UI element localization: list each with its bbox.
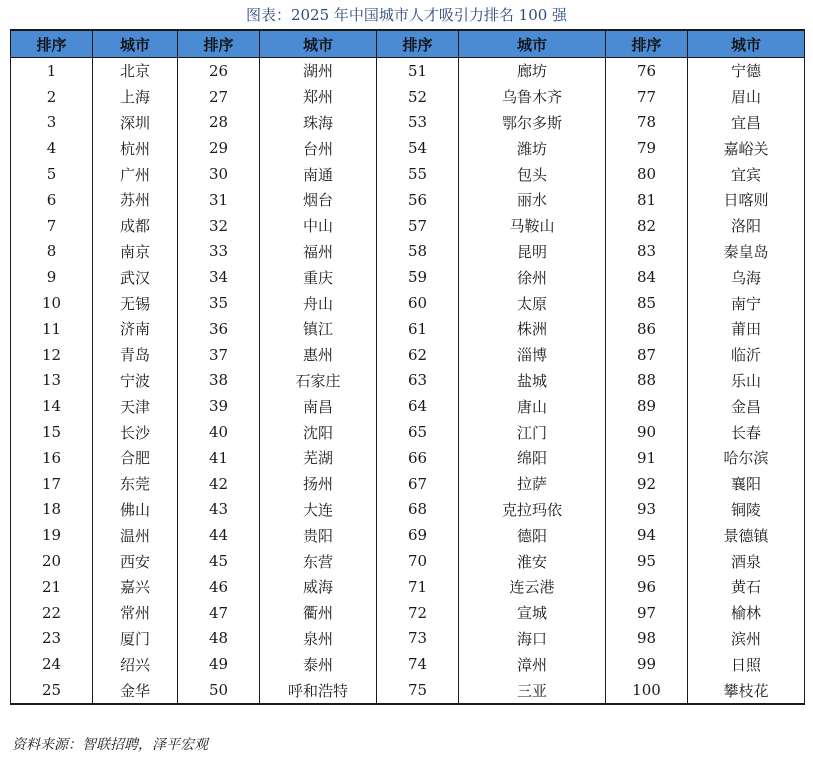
city-cell: 景德镇 <box>688 522 805 548</box>
rank-cell: 26 <box>178 58 260 84</box>
rank-cell: 31 <box>178 187 260 213</box>
city-cell: 襄阳 <box>688 471 805 497</box>
table-row <box>11 497 805 523</box>
rank-cell: 38 <box>178 368 260 394</box>
city-cell: 漳州 <box>459 651 606 677</box>
table-row <box>11 651 805 677</box>
rank-cell: 78 <box>606 110 688 136</box>
table-row <box>11 471 805 497</box>
table-row <box>11 445 805 471</box>
city-cell: 上海 <box>93 84 178 110</box>
table-row <box>11 626 805 652</box>
rank-header: 排序 <box>606 30 688 58</box>
city-cell: 宁波 <box>93 368 178 394</box>
city-cell: 福州 <box>260 239 377 265</box>
city-cell: 包头 <box>459 161 606 187</box>
city-cell: 德阳 <box>459 522 606 548</box>
table-row <box>11 548 805 574</box>
rank-cell: 30 <box>178 161 260 187</box>
rank-cell: 43 <box>178 497 260 523</box>
city-cell: 杭州 <box>93 135 178 161</box>
city-cell: 呼和浩特 <box>260 677 377 704</box>
city-cell: 三亚 <box>459 677 606 704</box>
city-cell: 鄂尔多斯 <box>459 110 606 136</box>
city-cell: 乌鲁木齐 <box>459 84 606 110</box>
city-cell: 珠海 <box>260 110 377 136</box>
city-cell: 苏州 <box>93 187 178 213</box>
city-cell: 南京 <box>93 239 178 265</box>
rank-cell: 6 <box>11 187 93 213</box>
rank-cell: 68 <box>377 497 459 523</box>
rank-cell: 75 <box>377 677 459 704</box>
city-cell: 泰州 <box>260 651 377 677</box>
city-cell: 烟台 <box>260 187 377 213</box>
city-cell: 攀枝花 <box>688 677 805 704</box>
rank-cell: 97 <box>606 600 688 626</box>
city-header: 城市 <box>688 30 805 58</box>
city-header: 城市 <box>93 30 178 58</box>
city-cell: 日照 <box>688 651 805 677</box>
rank-cell: 61 <box>377 316 459 342</box>
city-cell: 黄石 <box>688 574 805 600</box>
city-cell: 昆明 <box>459 239 606 265</box>
rank-cell: 39 <box>178 393 260 419</box>
rank-cell: 92 <box>606 471 688 497</box>
city-header: 城市 <box>260 30 377 58</box>
rank-cell: 37 <box>178 342 260 368</box>
rank-cell: 23 <box>11 626 93 652</box>
city-cell: 长沙 <box>93 419 178 445</box>
rank-cell: 32 <box>178 213 260 239</box>
city-cell: 沈阳 <box>260 419 377 445</box>
rank-cell: 21 <box>11 574 93 600</box>
rank-cell: 94 <box>606 522 688 548</box>
rank-cell: 36 <box>178 316 260 342</box>
rank-cell: 84 <box>606 264 688 290</box>
city-cell: 武汉 <box>93 264 178 290</box>
city-cell: 成都 <box>93 213 178 239</box>
rank-cell: 35 <box>178 290 260 316</box>
rank-cell: 95 <box>606 548 688 574</box>
rank-cell: 41 <box>178 445 260 471</box>
rank-cell: 12 <box>11 342 93 368</box>
rank-cell: 10 <box>11 290 93 316</box>
rank-cell: 99 <box>606 651 688 677</box>
table-row <box>11 161 805 187</box>
city-cell: 淮安 <box>459 548 606 574</box>
rank-cell: 13 <box>11 368 93 394</box>
city-cell: 温州 <box>93 522 178 548</box>
rank-cell: 27 <box>178 84 260 110</box>
city-cell: 金华 <box>93 677 178 704</box>
rank-cell: 51 <box>377 58 459 84</box>
rank-cell: 64 <box>377 393 459 419</box>
rank-cell: 1 <box>11 58 93 84</box>
rank-cell: 83 <box>606 239 688 265</box>
rank-cell: 60 <box>377 290 459 316</box>
rank-cell: 22 <box>11 600 93 626</box>
city-cell: 芜湖 <box>260 445 377 471</box>
rank-cell: 14 <box>11 393 93 419</box>
rank-cell: 76 <box>606 58 688 84</box>
city-cell: 舟山 <box>260 290 377 316</box>
city-cell: 秦皇岛 <box>688 239 805 265</box>
rank-cell: 40 <box>178 419 260 445</box>
rank-cell: 25 <box>11 677 93 704</box>
city-cell: 宁德 <box>688 58 805 84</box>
rank-cell: 89 <box>606 393 688 419</box>
rank-cell: 18 <box>11 497 93 523</box>
rank-cell: 59 <box>377 264 459 290</box>
city-cell: 绍兴 <box>93 651 178 677</box>
city-cell: 惠州 <box>260 342 377 368</box>
rank-cell: 73 <box>377 626 459 652</box>
rank-cell: 55 <box>377 161 459 187</box>
rank-cell: 65 <box>377 419 459 445</box>
city-cell: 临沂 <box>688 342 805 368</box>
rank-cell: 81 <box>606 187 688 213</box>
table-row <box>11 239 805 265</box>
rank-cell: 16 <box>11 445 93 471</box>
table-row <box>11 290 805 316</box>
rank-cell: 44 <box>178 522 260 548</box>
city-cell: 长春 <box>688 419 805 445</box>
table-row <box>11 419 805 445</box>
table-row <box>11 110 805 136</box>
rank-cell: 62 <box>377 342 459 368</box>
rank-cell: 87 <box>606 342 688 368</box>
table-row <box>11 393 805 419</box>
table-row <box>11 600 805 626</box>
table-row <box>11 316 805 342</box>
rank-cell: 70 <box>377 548 459 574</box>
rank-cell: 100 <box>606 677 688 704</box>
rank-cell: 4 <box>11 135 93 161</box>
ranking-table <box>10 29 805 705</box>
city-cell: 深圳 <box>93 110 178 136</box>
city-cell: 榆林 <box>688 600 805 626</box>
rank-cell: 46 <box>178 574 260 600</box>
source-note: 资料来源：智联招聘，泽平宏观 <box>12 737 208 753</box>
city-cell: 常州 <box>93 600 178 626</box>
table-header-row <box>11 30 805 58</box>
city-cell: 宜宾 <box>688 161 805 187</box>
city-cell: 宣城 <box>459 600 606 626</box>
city-cell: 绵阳 <box>459 445 606 471</box>
city-cell: 马鞍山 <box>459 213 606 239</box>
city-cell: 泉州 <box>260 626 377 652</box>
rank-cell: 86 <box>606 316 688 342</box>
table-row <box>11 574 805 600</box>
page-title: 图表：2025 年中国城市人才吸引力排名 100 强 <box>245 6 568 24</box>
city-cell: 海口 <box>459 626 606 652</box>
city-cell: 佛山 <box>93 497 178 523</box>
rank-cell: 48 <box>178 626 260 652</box>
rank-cell: 52 <box>377 84 459 110</box>
table-row <box>11 342 805 368</box>
rank-cell: 98 <box>606 626 688 652</box>
city-cell: 金昌 <box>688 393 805 419</box>
rank-cell: 91 <box>606 445 688 471</box>
city-cell: 徐州 <box>459 264 606 290</box>
rank-cell: 47 <box>178 600 260 626</box>
city-cell: 广州 <box>93 161 178 187</box>
rank-cell: 20 <box>11 548 93 574</box>
rank-cell: 53 <box>377 110 459 136</box>
city-cell: 南宁 <box>688 290 805 316</box>
rank-cell: 93 <box>606 497 688 523</box>
city-cell: 滨州 <box>688 626 805 652</box>
city-cell: 郑州 <box>260 84 377 110</box>
rank-header: 排序 <box>377 30 459 58</box>
rank-cell: 2 <box>11 84 93 110</box>
city-cell: 乐山 <box>688 368 805 394</box>
rank-cell: 63 <box>377 368 459 394</box>
table-row <box>11 522 805 548</box>
city-cell: 厦门 <box>93 626 178 652</box>
table-row <box>11 187 805 213</box>
city-cell: 淄博 <box>459 342 606 368</box>
city-cell: 拉萨 <box>459 471 606 497</box>
city-cell: 南昌 <box>260 393 377 419</box>
rank-cell: 74 <box>377 651 459 677</box>
rank-cell: 3 <box>11 110 93 136</box>
city-cell: 镇江 <box>260 316 377 342</box>
city-cell: 天津 <box>93 393 178 419</box>
rank-cell: 54 <box>377 135 459 161</box>
city-cell: 乌海 <box>688 264 805 290</box>
city-cell: 太原 <box>459 290 606 316</box>
city-cell: 重庆 <box>260 264 377 290</box>
city-cell: 中山 <box>260 213 377 239</box>
rank-cell: 58 <box>377 239 459 265</box>
city-cell: 东莞 <box>93 471 178 497</box>
rank-cell: 42 <box>178 471 260 497</box>
city-cell: 威海 <box>260 574 377 600</box>
table-row <box>11 135 805 161</box>
rank-cell: 11 <box>11 316 93 342</box>
city-cell: 南通 <box>260 161 377 187</box>
city-cell: 嘉峪关 <box>688 135 805 161</box>
rank-cell: 19 <box>11 522 93 548</box>
city-cell: 无锡 <box>93 290 178 316</box>
rank-cell: 72 <box>377 600 459 626</box>
rank-cell: 8 <box>11 239 93 265</box>
city-cell: 贵阳 <box>260 522 377 548</box>
rank-cell: 79 <box>606 135 688 161</box>
rank-cell: 24 <box>11 651 93 677</box>
rank-cell: 9 <box>11 264 93 290</box>
rank-cell: 49 <box>178 651 260 677</box>
ranking-table-container <box>10 29 804 705</box>
city-cell: 眉山 <box>688 84 805 110</box>
rank-cell: 82 <box>606 213 688 239</box>
city-cell: 连云港 <box>459 574 606 600</box>
city-cell: 廊坊 <box>459 58 606 84</box>
city-cell: 克拉玛依 <box>459 497 606 523</box>
rank-cell: 28 <box>178 110 260 136</box>
city-cell: 扬州 <box>260 471 377 497</box>
city-cell: 盐城 <box>459 368 606 394</box>
city-cell: 哈尔滨 <box>688 445 805 471</box>
rank-cell: 77 <box>606 84 688 110</box>
rank-cell: 34 <box>178 264 260 290</box>
city-cell: 北京 <box>93 58 178 84</box>
city-cell: 济南 <box>93 316 178 342</box>
rank-cell: 57 <box>377 213 459 239</box>
table-row <box>11 677 805 704</box>
rank-cell: 56 <box>377 187 459 213</box>
rank-cell: 17 <box>11 471 93 497</box>
table-row <box>11 368 805 394</box>
city-header: 城市 <box>459 30 606 58</box>
city-cell: 西安 <box>93 548 178 574</box>
rank-cell: 67 <box>377 471 459 497</box>
rank-cell: 71 <box>377 574 459 600</box>
rank-header: 排序 <box>11 30 93 58</box>
city-cell: 湖州 <box>260 58 377 84</box>
city-cell: 衢州 <box>260 600 377 626</box>
city-cell: 大连 <box>260 497 377 523</box>
rank-cell: 80 <box>606 161 688 187</box>
city-cell: 潍坊 <box>459 135 606 161</box>
city-cell: 江门 <box>459 419 606 445</box>
city-cell: 嘉兴 <box>93 574 178 600</box>
table-row <box>11 213 805 239</box>
city-cell: 合肥 <box>93 445 178 471</box>
city-cell: 莆田 <box>688 316 805 342</box>
city-cell: 洛阳 <box>688 213 805 239</box>
rank-cell: 96 <box>606 574 688 600</box>
table-row <box>11 264 805 290</box>
city-cell: 东营 <box>260 548 377 574</box>
city-cell: 青岛 <box>93 342 178 368</box>
rank-cell: 5 <box>11 161 93 187</box>
city-cell: 宜昌 <box>688 110 805 136</box>
city-cell: 铜陵 <box>688 497 805 523</box>
rank-cell: 66 <box>377 445 459 471</box>
rank-cell: 69 <box>377 522 459 548</box>
rank-cell: 29 <box>178 135 260 161</box>
table-header <box>11 30 805 58</box>
city-cell: 株洲 <box>459 316 606 342</box>
rank-cell: 90 <box>606 419 688 445</box>
rank-cell: 7 <box>11 213 93 239</box>
table-row <box>11 58 805 84</box>
rank-cell: 15 <box>11 419 93 445</box>
city-cell: 台州 <box>260 135 377 161</box>
table-body <box>11 58 805 704</box>
city-cell: 石家庄 <box>260 368 377 394</box>
city-cell: 日喀则 <box>688 187 805 213</box>
city-cell: 酒泉 <box>688 548 805 574</box>
rank-cell: 45 <box>178 548 260 574</box>
city-cell: 唐山 <box>459 393 606 419</box>
rank-cell: 50 <box>178 677 260 704</box>
city-cell: 丽水 <box>459 187 606 213</box>
rank-header: 排序 <box>178 30 260 58</box>
rank-cell: 88 <box>606 368 688 394</box>
rank-cell: 33 <box>178 239 260 265</box>
table-row <box>11 84 805 110</box>
rank-cell: 85 <box>606 290 688 316</box>
